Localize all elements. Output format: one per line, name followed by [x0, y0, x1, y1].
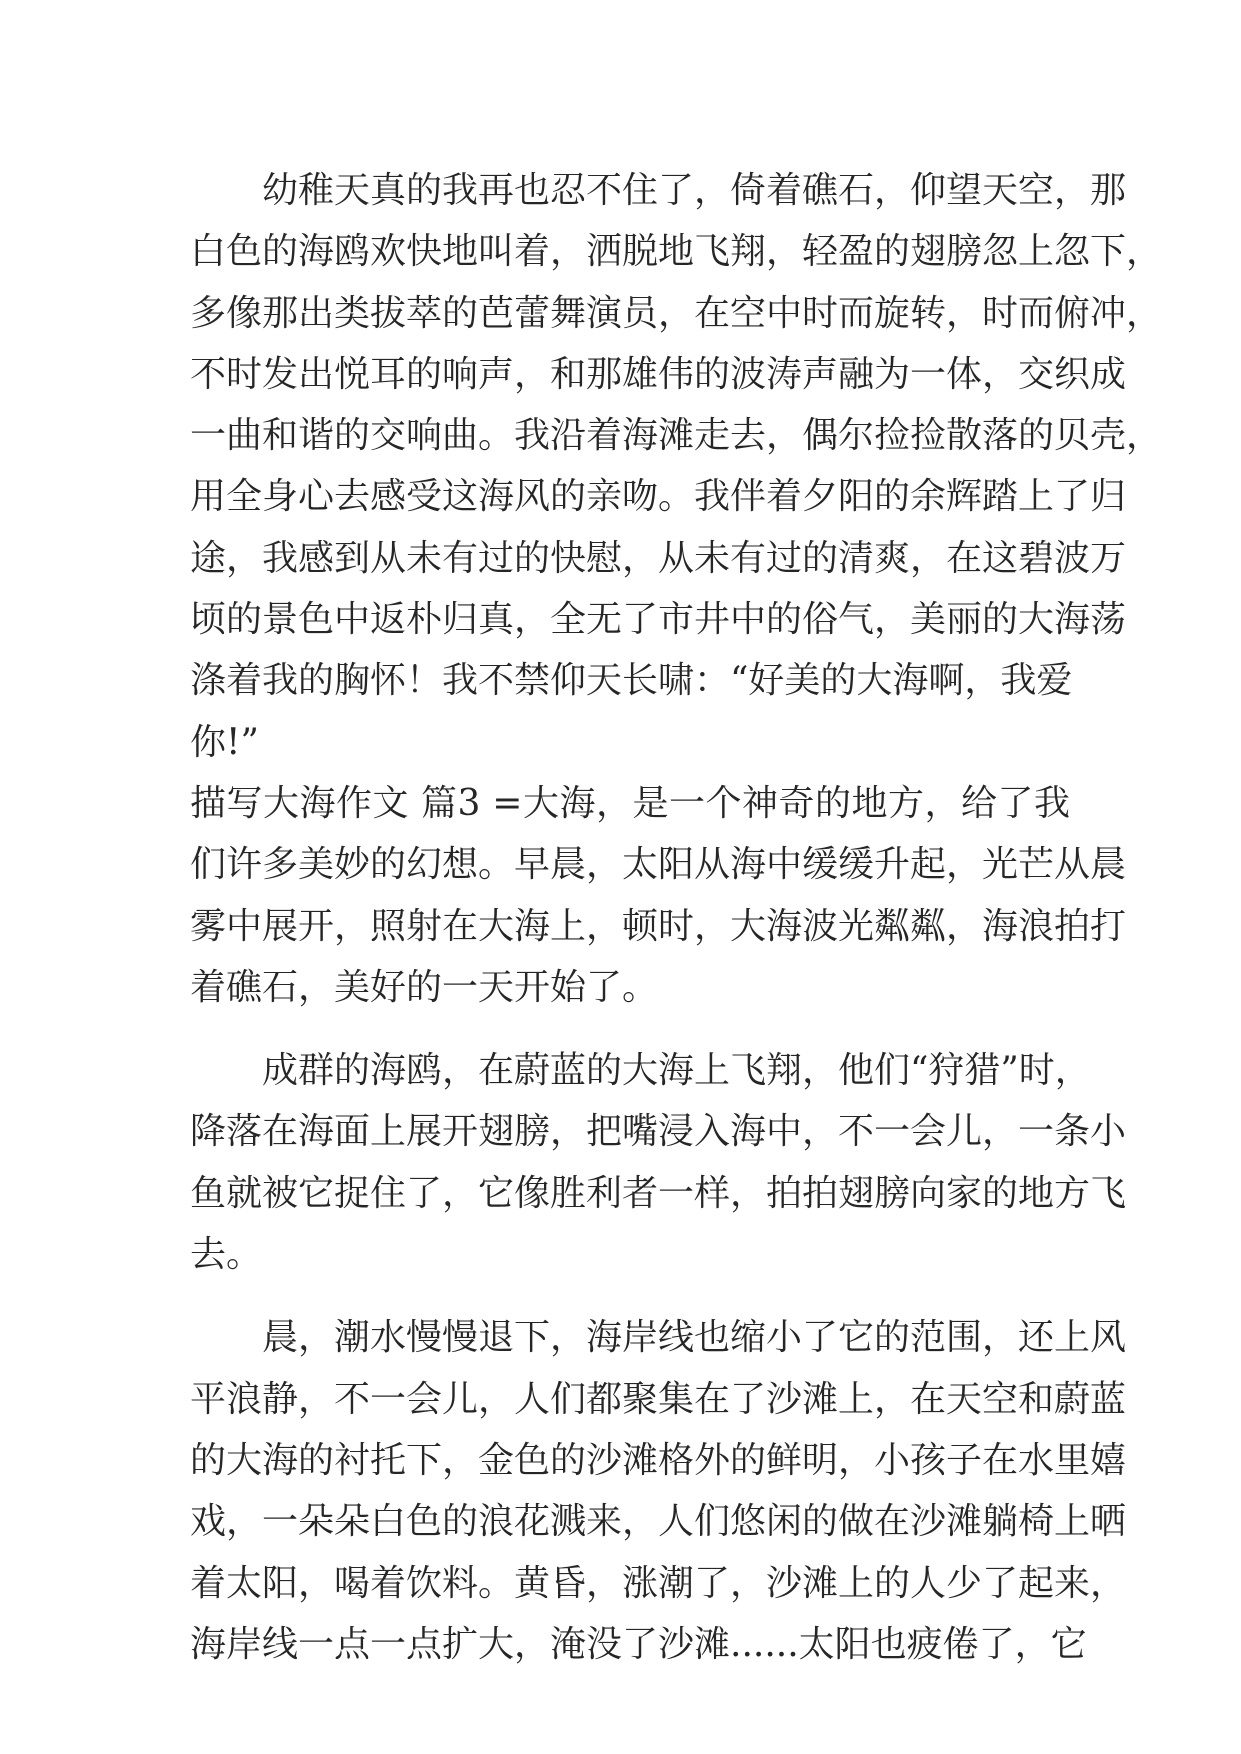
- paragraph-beach-day: [190, 1307, 1127, 1675]
- text-line: 你!”: [190, 721, 259, 763]
- text-line: 去。: [190, 1234, 263, 1276]
- text-line: 涤着我的胸怀！我不禁仰天长啸：“好美的大海啊，我爱: [190, 660, 1073, 702]
- text-line: 戏，一朵朵白色的浪花溅来，人们悠闲的做在沙滩躺椅上晒: [190, 1501, 1127, 1543]
- text-line: 的大海的衬托下，金色的沙滩格外的鲜明，小孩子在水里嬉: [190, 1439, 1127, 1481]
- paragraph-spacing: [190, 1285, 1070, 1307]
- paragraph-seagull-reverie: [190, 160, 1163, 773]
- text-line: 鱼就被它捉住了，它像胜利者一样，拍拍翅膀向家的地方飞: [190, 1172, 1127, 1214]
- section-heading-line: 描写大海作文 篇3 =大海，是一个神奇的地方，给了我: [190, 782, 1070, 824]
- paragraph-seagulls-hunting: [190, 1040, 1127, 1285]
- text-line: 平浪静，不一会儿，人们都聚集在了沙滩上，在天空和蔚蓝: [190, 1378, 1127, 1420]
- text-line: 海岸线一点一点扩大，淹没了沙滩......太阳也疲倦了，它: [190, 1623, 1087, 1665]
- text-line: 雾中展开，照射在大海上，顿时，大海波光粼粼，海浪拍打: [190, 905, 1127, 947]
- text-line: 着太阳，喝着饮料。黄昏，涨潮了，沙滩上的人少了起来，: [190, 1562, 1127, 1604]
- text-line: 幼稚天真的我再也忍不住了，倚着礁石，仰望天空，那: [262, 170, 1127, 211]
- text-line: 用全身心去感受这海风的亲吻。我伴着夕阳的余辉踏上了归: [190, 476, 1127, 518]
- text-line: 途，我感到从未有过的快慰，从未有过的清爽，在这碧波万: [190, 537, 1127, 579]
- paragraph-spacing: [190, 1018, 1070, 1040]
- text-line: 顷的景色中返朴归真，全无了市井中的俗气，美丽的大海荡: [190, 599, 1127, 641]
- text-line: 着礁石，美好的一天开始了。: [190, 966, 659, 1008]
- paragraph-essay-3-intro: [190, 773, 1127, 1018]
- text-line: 降落在海面上展开翅膀，把嘴浸入海中，不一会儿，一条小: [190, 1111, 1127, 1153]
- text-line: 白色的海鸥欢快地叫着，洒脱地飞翔，轻盈的翅膀忽上忽下，: [190, 231, 1163, 273]
- text-line: 成群的海鸥，在蔚蓝的大海上飞翔，他们“狩猎”时，: [262, 1050, 1091, 1092]
- text-line: 多像那出类拔萃的芭蕾舞演员，在空中时而旋转，时而俯冲，: [190, 292, 1163, 334]
- text-line: 们许多美妙的幻想。早晨，太阳从海中缓缓升起，光芒从晨: [190, 844, 1127, 886]
- essay-body: [190, 160, 1163, 1675]
- text-line: 晨，潮水慢慢退下，海岸线也缩小了它的范围，还上风: [262, 1317, 1127, 1359]
- text-line: 一曲和谐的交响曲。我沿着海滩走去，偶尔捡捡散落的贝壳，: [190, 415, 1163, 457]
- text-line: 不时发出悦耳的响声，和那雄伟的波涛声融为一体，交织成: [190, 353, 1127, 395]
